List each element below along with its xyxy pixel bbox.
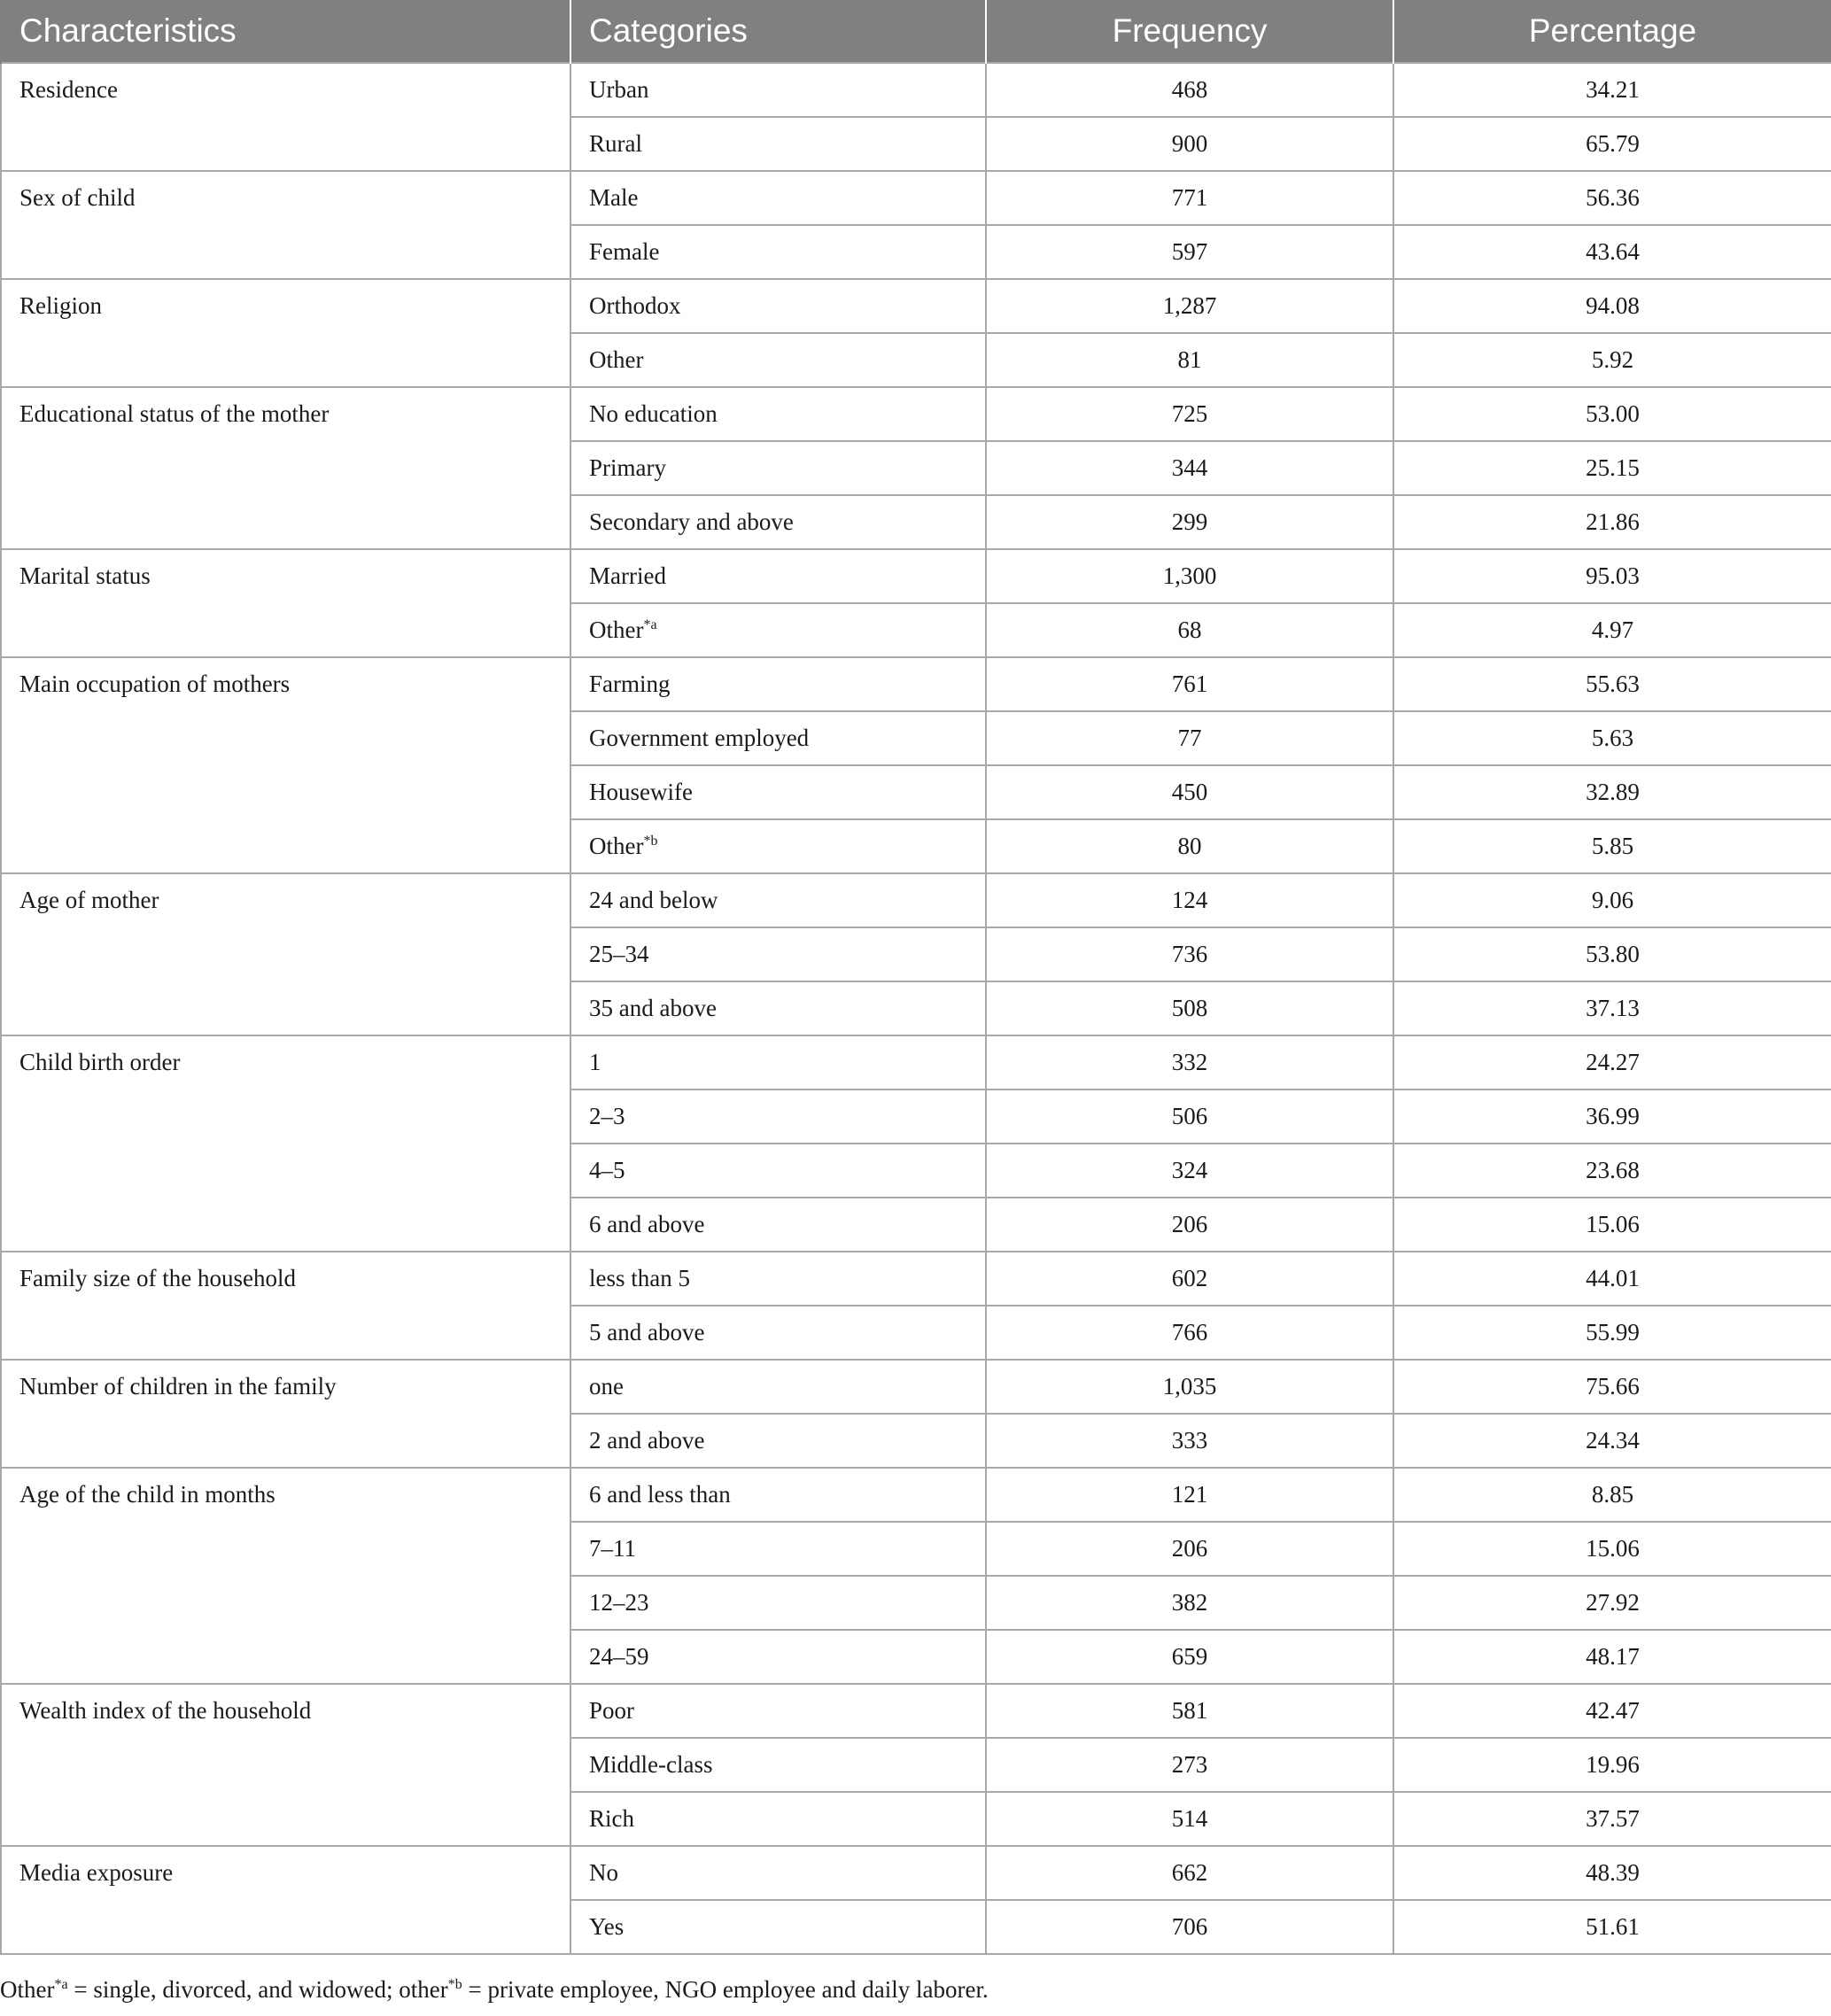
percentage-cell: 51.61 — [1393, 1900, 1831, 1954]
category-cell — [570, 1900, 986, 1954]
table-header — [1, 0, 1831, 63]
frequency-cell: 581 — [986, 1684, 1393, 1738]
table-row — [1, 171, 1831, 225]
category-cell — [570, 1684, 986, 1738]
characteristic-cell: Main occupation of mothers — [1, 657, 570, 873]
characteristic-cell: Religion — [1, 279, 570, 387]
header-row — [1, 0, 1831, 63]
frequency-cell: 382 — [986, 1576, 1393, 1630]
characteristic-cell: Media exposure — [1, 1846, 570, 1954]
footnote-a-sup: *a — [54, 1977, 68, 1992]
frequency-cell: 77 — [986, 711, 1393, 765]
frequency-cell: 468 — [986, 63, 1393, 117]
percentage-cell: 48.39 — [1393, 1846, 1831, 1900]
category-label: Male — [589, 184, 639, 211]
category-cell — [570, 495, 986, 549]
header-frequency: Frequency — [986, 0, 1393, 63]
category-label: Orthodox — [589, 292, 681, 319]
category-label: Other — [589, 616, 644, 643]
frequency-cell: 450 — [986, 765, 1393, 819]
category-cell — [570, 1306, 986, 1360]
category-cell — [570, 657, 986, 711]
frequency-cell: 508 — [986, 981, 1393, 1035]
header-characteristics: Characteristics — [1, 0, 570, 63]
characteristic-cell: Age of mother — [1, 873, 570, 1035]
frequency-cell: 273 — [986, 1738, 1393, 1792]
table-row — [1, 1252, 1831, 1306]
percentage-cell: 37.57 — [1393, 1792, 1831, 1846]
category-cell — [570, 549, 986, 603]
percentage-cell: 4.97 — [1393, 603, 1831, 657]
category-cell — [570, 1630, 986, 1684]
category-cell — [570, 63, 986, 117]
category-label: 35 and above — [589, 995, 717, 1021]
percentage-cell: 5.85 — [1393, 819, 1831, 873]
frequency-cell: 1,287 — [986, 279, 1393, 333]
category-label: Housewife — [589, 779, 693, 805]
category-label: Urban — [589, 76, 649, 103]
category-cell — [570, 1468, 986, 1522]
category-label: Married — [589, 562, 666, 589]
category-cell — [570, 1522, 986, 1576]
characteristic-cell: Sex of child — [1, 171, 570, 279]
footnote-b-label: other — [399, 1976, 448, 2003]
category-label: No — [589, 1859, 618, 1886]
characteristic-cell: Educational status of the mother — [1, 387, 570, 549]
percentage-cell: 65.79 — [1393, 117, 1831, 171]
percentage-cell: 23.68 — [1393, 1144, 1831, 1198]
category-cell — [570, 387, 986, 441]
frequency-cell: 506 — [986, 1089, 1393, 1144]
table-row — [1, 1360, 1831, 1414]
frequency-cell: 206 — [986, 1522, 1393, 1576]
percentage-cell: 75.66 — [1393, 1360, 1831, 1414]
frequency-cell: 1,035 — [986, 1360, 1393, 1414]
category-label: less than 5 — [589, 1265, 690, 1291]
frequency-cell: 725 — [986, 387, 1393, 441]
table-row — [1, 63, 1831, 117]
percentage-cell: 55.99 — [1393, 1306, 1831, 1360]
frequency-cell: 736 — [986, 927, 1393, 981]
category-label: Other — [589, 833, 644, 859]
table-row — [1, 279, 1831, 333]
table-body — [1, 63, 1831, 1954]
characteristic-cell: Child birth order — [1, 1035, 570, 1252]
category-cell — [570, 1846, 986, 1900]
footnote-a-text: = single, divorced, and widowed; — [67, 1976, 400, 2003]
category-label: Secondary and above — [589, 508, 794, 535]
category-cell — [570, 441, 986, 495]
percentage-cell: 37.13 — [1393, 981, 1831, 1035]
category-label: 1 — [589, 1049, 601, 1075]
table-row — [1, 387, 1831, 441]
frequency-cell: 299 — [986, 495, 1393, 549]
category-label: Farming — [589, 671, 671, 697]
category-cell — [570, 819, 986, 873]
category-label: Middle-class — [589, 1751, 713, 1778]
frequency-cell: 766 — [986, 1306, 1393, 1360]
frequency-cell: 597 — [986, 225, 1393, 279]
category-cell — [570, 1198, 986, 1252]
category-label: one — [589, 1373, 624, 1400]
frequency-cell: 324 — [986, 1144, 1393, 1198]
category-label: 6 and less than — [589, 1481, 731, 1508]
category-cell — [570, 171, 986, 225]
category-label: 25–34 — [589, 941, 649, 967]
footnote-b-text: = private employee, NGO employee and daily laborer. — [462, 1976, 989, 2003]
category-label: No education — [589, 400, 718, 427]
table-row — [1, 1684, 1831, 1738]
frequency-cell: 344 — [986, 441, 1393, 495]
frequency-cell: 332 — [986, 1035, 1393, 1089]
category-cell — [570, 1360, 986, 1414]
category-cell — [570, 1035, 986, 1089]
category-cell — [570, 765, 986, 819]
frequency-cell: 771 — [986, 171, 1393, 225]
category-label: 24–59 — [589, 1643, 649, 1670]
frequency-cell: 761 — [986, 657, 1393, 711]
category-cell — [570, 279, 986, 333]
percentage-cell: 36.99 — [1393, 1089, 1831, 1144]
percentage-cell: 43.64 — [1393, 225, 1831, 279]
category-label: Primary — [589, 454, 666, 481]
frequency-cell: 68 — [986, 603, 1393, 657]
category-label: 2 and above — [589, 1427, 705, 1454]
percentage-cell: 94.08 — [1393, 279, 1831, 333]
table-row — [1, 1035, 1831, 1089]
category-label: 5 and above — [589, 1319, 705, 1345]
category-label: 4–5 — [589, 1157, 625, 1183]
frequency-cell: 602 — [986, 1252, 1393, 1306]
frequency-cell: 1,300 — [986, 549, 1393, 603]
percentage-cell: 42.47 — [1393, 1684, 1831, 1738]
category-label: Yes — [589, 1913, 625, 1940]
category-cell — [570, 711, 986, 765]
header-percentage: Percentage — [1393, 0, 1831, 63]
category-label: 7–11 — [589, 1535, 636, 1562]
frequency-cell: 124 — [986, 873, 1393, 927]
category-label: Other — [589, 346, 644, 373]
characteristic-cell: Wealth index of the household — [1, 1684, 570, 1846]
frequency-cell: 706 — [986, 1900, 1393, 1954]
percentage-cell: 48.17 — [1393, 1630, 1831, 1684]
category-cell — [570, 333, 986, 387]
category-label: 2–3 — [589, 1103, 625, 1129]
frequency-cell: 81 — [986, 333, 1393, 387]
category-cell — [570, 1792, 986, 1846]
category-label: Poor — [589, 1697, 635, 1724]
category-footnote-marker: *a — [643, 617, 657, 632]
percentage-cell: 8.85 — [1393, 1468, 1831, 1522]
characteristic-cell: Marital status — [1, 549, 570, 657]
table-row — [1, 657, 1831, 711]
category-cell — [570, 1576, 986, 1630]
percentage-cell: 55.63 — [1393, 657, 1831, 711]
percentage-cell: 34.21 — [1393, 63, 1831, 117]
characteristic-cell: Family size of the household — [1, 1252, 570, 1360]
category-cell — [570, 1089, 986, 1144]
percentage-cell: 15.06 — [1393, 1198, 1831, 1252]
category-cell — [570, 981, 986, 1035]
percentage-cell: 5.92 — [1393, 333, 1831, 387]
characteristic-cell: Residence — [1, 63, 570, 171]
category-cell — [570, 1252, 986, 1306]
frequency-cell: 662 — [986, 1846, 1393, 1900]
percentage-cell: 25.15 — [1393, 441, 1831, 495]
characteristic-cell: Age of the child in months — [1, 1468, 570, 1684]
category-footnote-marker: *b — [643, 834, 658, 849]
category-cell — [570, 1144, 986, 1198]
percentage-cell: 9.06 — [1393, 873, 1831, 927]
table-row — [1, 1468, 1831, 1522]
frequency-cell: 80 — [986, 819, 1393, 873]
table-row — [1, 1846, 1831, 1900]
percentage-cell: 32.89 — [1393, 765, 1831, 819]
category-label: 6 and above — [589, 1211, 705, 1237]
frequency-cell: 206 — [986, 1198, 1393, 1252]
category-cell — [570, 117, 986, 171]
table-row — [1, 873, 1831, 927]
percentage-cell: 44.01 — [1393, 1252, 1831, 1306]
table-row — [1, 549, 1831, 603]
percentage-cell: 24.34 — [1393, 1414, 1831, 1468]
category-cell — [570, 1738, 986, 1792]
category-label: 12–23 — [589, 1589, 649, 1616]
category-label: Rich — [589, 1805, 634, 1832]
category-cell — [570, 225, 986, 279]
percentage-cell: 53.80 — [1393, 927, 1831, 981]
frequency-cell: 659 — [986, 1630, 1393, 1684]
percentage-cell: 15.06 — [1393, 1522, 1831, 1576]
percentage-cell: 56.36 — [1393, 171, 1831, 225]
category-cell — [570, 927, 986, 981]
percentage-cell: 95.03 — [1393, 549, 1831, 603]
footnote-a-label: Other — [0, 1976, 55, 2003]
category-cell — [570, 1414, 986, 1468]
frequency-cell: 900 — [986, 117, 1393, 171]
category-label: Government employed — [589, 725, 810, 751]
percentage-cell: 24.27 — [1393, 1035, 1831, 1089]
characteristic-cell: Number of children in the family — [1, 1360, 570, 1468]
table-footnote — [0, 1978, 989, 2002]
frequency-cell: 121 — [986, 1468, 1393, 1522]
category-label: Rural — [589, 130, 642, 157]
percentage-cell: 5.63 — [1393, 711, 1831, 765]
category-cell — [570, 873, 986, 927]
header-categories: Categories — [570, 0, 986, 63]
percentage-cell: 19.96 — [1393, 1738, 1831, 1792]
frequency-cell: 333 — [986, 1414, 1393, 1468]
percentage-cell: 21.86 — [1393, 495, 1831, 549]
category-label: Female — [589, 238, 660, 265]
footnote-b-sup: *b — [447, 1977, 462, 1992]
category-cell — [570, 603, 986, 657]
percentage-cell: 27.92 — [1393, 1576, 1831, 1630]
percentage-cell: 53.00 — [1393, 387, 1831, 441]
frequency-cell: 514 — [986, 1792, 1393, 1846]
category-label: 24 and below — [589, 887, 718, 913]
